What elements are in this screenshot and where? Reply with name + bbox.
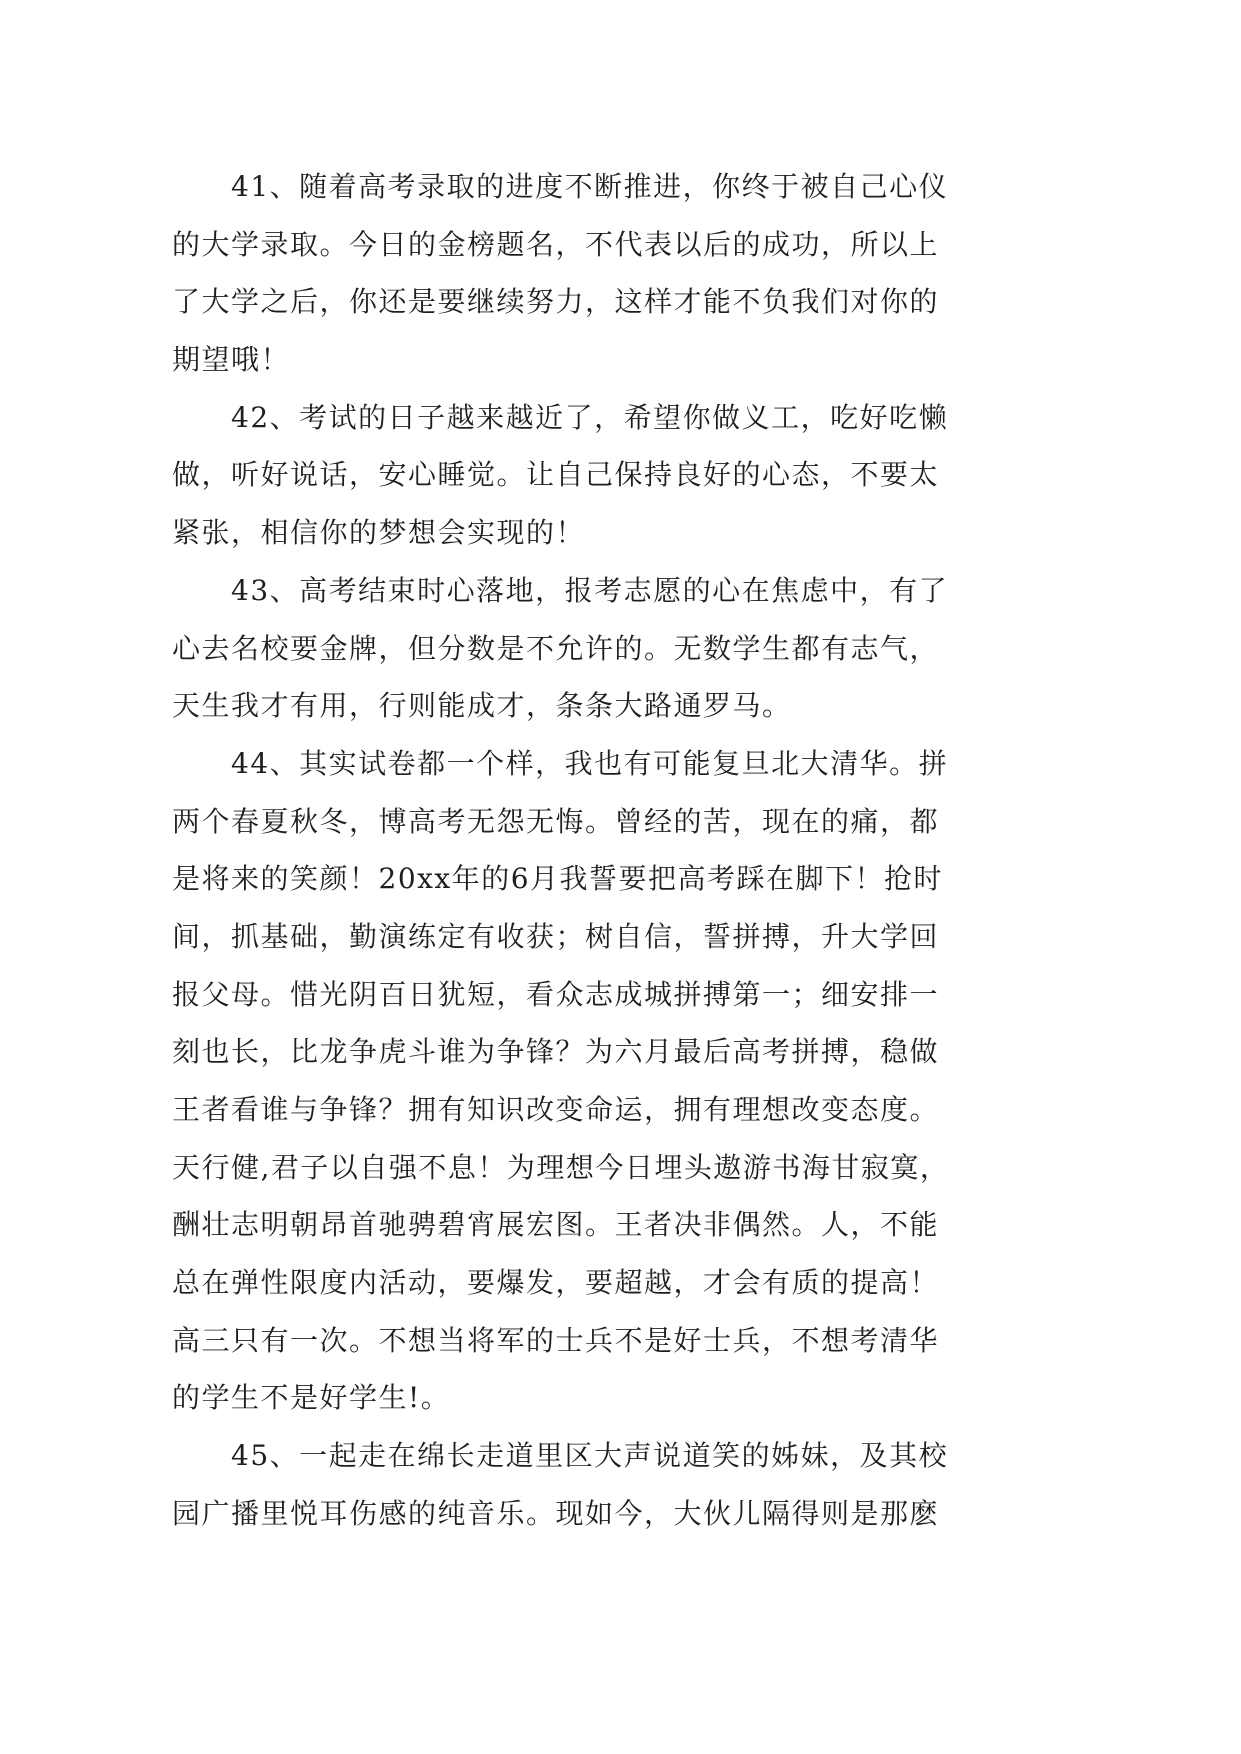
text-line: 42、考试的日子越来越近了，希望你做义工，吃好吃懒 — [231, 400, 949, 434]
text-line: 园广播里悦耳伤感的纯音乐。现如今，大伙儿隔得则是那麽 — [172, 1496, 940, 1530]
paragraph-41 — [172, 158, 1072, 389]
text-line: 45、一起走在绵长走道里区大声说道笑的姊妹，及其校 — [231, 1439, 949, 1473]
text-line: 的学生不是好学生!。 — [172, 1381, 451, 1415]
paragraph-44 — [172, 735, 1072, 1427]
paragraph-45 — [172, 1427, 1072, 1542]
text-line: 的大学录取。今日的金榜题名，不代表以后的成功，所以上 — [172, 227, 940, 261]
text-line: 43、高考结束时心落地，报考志愿的心在焦虑中，有了 — [231, 573, 949, 607]
text-line: 王者看谁与争锋？拥有知识改变命运，拥有理想改变态度。 — [172, 1093, 940, 1126]
text-line: 天生我才有用，行则能成才，条条大路通罗马。 — [172, 689, 792, 723]
text-line: 酬壮志明朝昂首驰骋碧宵展宏图。王者决非偶然。人，不能 — [172, 1208, 940, 1242]
text-line: 两个春夏秋冬，博高考无怨无悔。曾经的苦，现在的痛，都 — [172, 804, 940, 838]
text-line: 总在弹性限度内活动，要爆发，要超越，才会有质的提高！ — [172, 1266, 940, 1300]
text-line: 天行健,君子以自强不息！为理想今日埋头遨游书海甘寂寞， — [172, 1150, 950, 1184]
text-line: 做，听好说话，安心睡觉。让自己保持良好的心态，不要太 — [172, 458, 940, 492]
text-line: 44、其实试卷都一个样，我也有可能复旦北大清华。拼 — [231, 746, 949, 780]
paragraph-42 — [172, 389, 1072, 562]
document-body — [172, 158, 1072, 1543]
text-line: 心去名校要金牌，但分数是不允许的。无数学生都有志气， — [172, 631, 940, 665]
text-line: 紧张，相信你的梦想会实现的！ — [172, 516, 586, 550]
text-line: 41、随着高考录取的进度不断推进，你终于被自己心仪 — [231, 170, 949, 203]
text-line: 刻也长，比龙争虎斗谁为争锋？为六月最后高考拼搏，稳做 — [172, 1035, 940, 1069]
text-line: 报父母。惜光阴百日犹短，看众志成城拼搏第一；细安排一 — [172, 977, 940, 1011]
text-line: 了大学之后，你还是要继续努力，这样才能不负我们对你的 — [172, 285, 940, 319]
text-line: 期望哦！ — [172, 343, 291, 377]
text-line: 高三只有一次。不想当将军的士兵不是好士兵，不想考清华 — [172, 1323, 940, 1357]
text-line: 间，抓基础，勤演练定有收获；树自信，誓拼搏，升大学回 — [172, 919, 940, 953]
text-line: 是将来的笑颜！20xx年的6月我誓要把高考踩在脚下！抢时 — [172, 862, 944, 896]
paragraph-43 — [172, 562, 1072, 735]
